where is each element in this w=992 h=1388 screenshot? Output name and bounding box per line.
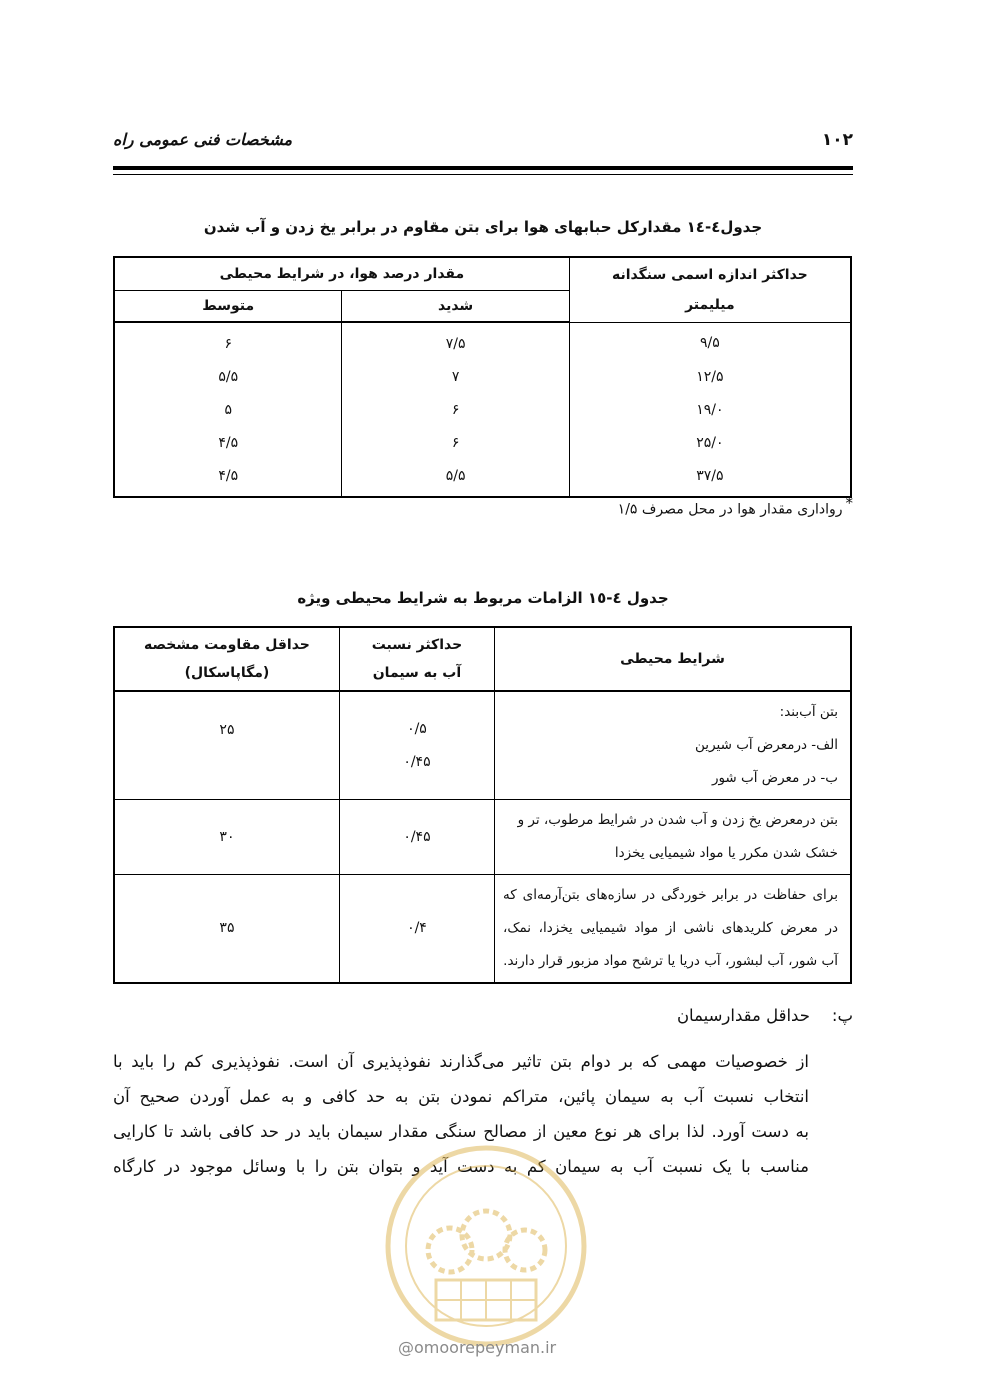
env-header: شرایط محیطی	[495, 627, 851, 691]
agg-size-header-line2: میلیمتر	[685, 296, 735, 313]
table-row	[114, 875, 851, 984]
agg-size-header-line1: حداکثر اندازه اسمی سنگدانه	[611, 266, 808, 283]
environment-requirements-table	[113, 626, 852, 984]
severe-cell: ۵/۵	[342, 459, 569, 497]
paragraph-line: از خصوصیات مهمی که بر دوام بتن تاثیر می‌گذارند نفوذپذیری آن است. نفوذپذیری کم را باید با	[113, 1052, 809, 1071]
agg-cell: ۱۲/۵	[569, 360, 851, 393]
severe-cell: ۶	[342, 393, 569, 426]
table-row	[114, 800, 851, 875]
air-percent-header: مقدار درصد هوا، در شرایط محیطی	[114, 257, 569, 291]
severe-header: شدید	[342, 291, 569, 323]
watermark-logo	[380, 1140, 592, 1352]
agg-cell: ۹/۵	[569, 322, 851, 360]
moderate-cell: ۵	[114, 393, 342, 426]
agg-cell: ۱۹/۰	[569, 393, 851, 426]
strength-header-line2: (مگاپاسکال)	[184, 665, 270, 681]
wc-value: ۰/۵	[407, 720, 427, 737]
paragraph-line: مناسب با یک نسبت آب به سیمان کم به دست آید و بتوان بتن را با وسائل موجود در کارگاه	[113, 1157, 809, 1176]
env-line: آب شور، آب لبشور، آب دریا یا ترشح مواد مزبور قرار دارند.	[503, 953, 838, 969]
section-label: پ:	[831, 1006, 853, 1025]
header-title: مشخصات فنی عمومی راه	[113, 130, 293, 149]
env-line: برای حفاظت در برابر خوردگی در سازه‌های بتن‌آرمه‌ای که	[503, 887, 838, 903]
env-line: خشک شدن مکرر یا مواد شیمیایی یخزدا	[614, 845, 838, 861]
table-row	[114, 360, 851, 393]
strength-header-line1: حداقل مقاومت مشخصه	[144, 637, 310, 653]
env-line: بتن آب‌بند:	[779, 704, 838, 720]
moderate-cell: ۶	[114, 322, 342, 360]
wc-cell	[339, 691, 494, 800]
env-cell	[495, 875, 851, 984]
env-line: ب- در معرض آب شور	[711, 770, 838, 786]
table-row	[114, 322, 851, 360]
wc-cell: ۰/۴	[339, 875, 494, 984]
severe-cell: ۷/۵	[342, 322, 569, 360]
wc-header-line2: آب به سیمان	[372, 665, 462, 681]
moderate-cell: ۴/۵	[114, 459, 342, 497]
paragraph-line: انتخاب نسبت آب به سیمان پائین، متراکم نمودن بتن به حد کافی و به عمل آوردن صحیح آن	[113, 1087, 809, 1106]
wc-ratio-header	[339, 627, 494, 691]
table1-footnote	[113, 494, 853, 518]
table2-caption: جدول ٤-١٥ الزامات مربوط به شرایط محیطی ویژه	[297, 589, 669, 607]
section-heading	[677, 1006, 853, 1025]
env-cell	[495, 691, 851, 800]
header-rule-thin	[113, 174, 853, 175]
env-line: بتن درمعرض یخ زدن و آب شدن در شرایط مرطوب، تر و	[517, 812, 838, 828]
table-row	[114, 691, 851, 800]
strength-value: ۲۵	[219, 722, 235, 738]
table-row	[114, 393, 851, 426]
wc-cell: ۰/۴۵	[339, 800, 494, 875]
strength-cell: ۳۵	[114, 875, 339, 984]
severe-cell: ۶	[342, 426, 569, 459]
section-title: حداقل مقدارسیمان	[676, 1006, 810, 1025]
env-cell	[495, 800, 851, 875]
page-number: ۱۰۲	[821, 130, 853, 150]
paragraph-line: به دست آورد. لذا برای هر نوع معین از مصالح سنگی مقدار سیمان باید در حد کافی باشد تا کارایی	[113, 1122, 809, 1141]
running-header	[113, 128, 853, 160]
severe-cell: ۷	[342, 360, 569, 393]
table1-caption: جدول٤-١٤ مقدارکل حبابهای هوا برای بتن مقاوم در برابر یخ زدن و آب شدن	[203, 218, 763, 236]
moderate-cell: ۴/۵	[114, 426, 342, 459]
agg-cell: ۳۷/۵	[569, 459, 851, 497]
footnote-mark: *	[845, 494, 853, 512]
air-content-table	[113, 256, 852, 498]
agg-cell: ۲۵/۰	[569, 426, 851, 459]
strength-header	[114, 627, 339, 691]
header-rule-thick	[113, 166, 853, 170]
agg-size-header	[569, 257, 851, 322]
table-row	[114, 459, 851, 497]
wc-header-line1: حداکثر نسبت	[371, 637, 463, 653]
env-line: در معرض کلریدهای ناشی از مواد شیمیایی یخزدا، نمک،	[503, 920, 838, 936]
env-line: الف- درمعرض آب شیرین	[695, 737, 838, 753]
strength-cell	[114, 691, 339, 800]
strength-cell: ۳۰	[114, 800, 339, 875]
watermark-text: @omoorepeyman.ir	[398, 1338, 557, 1357]
moderate-header: متوسط	[114, 291, 342, 323]
wc-value: ۰/۴۵	[403, 753, 431, 770]
footnote-text: رواداری مقدار هوا در محل مصرف ۱/۵	[617, 501, 843, 518]
moderate-cell: ۵/۵	[114, 360, 342, 393]
table-row	[114, 426, 851, 459]
